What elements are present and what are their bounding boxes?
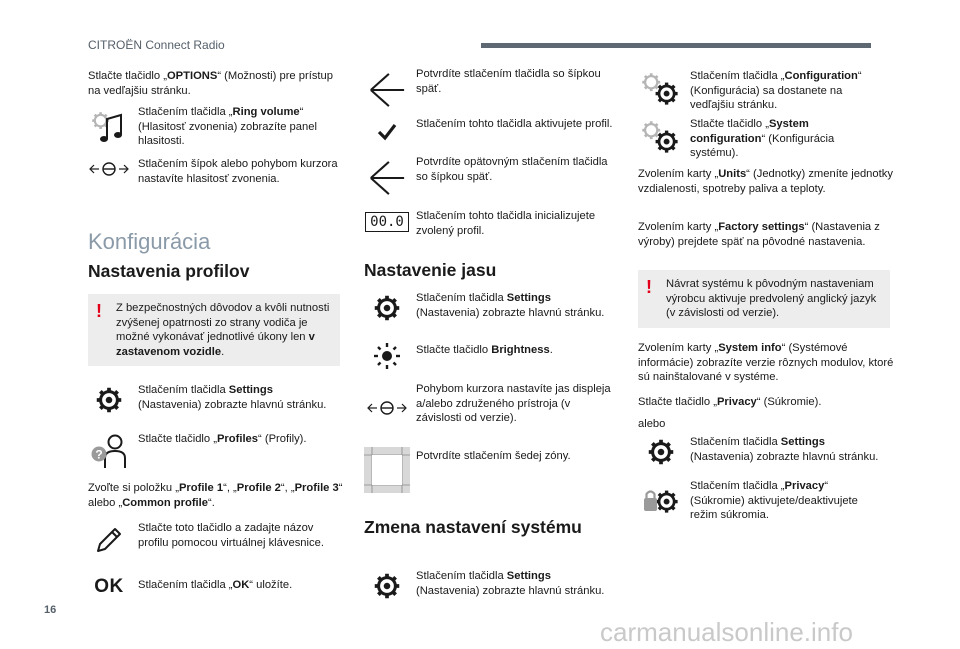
privacy-row: Stlačením tlačidla „Privacy“ (Súkromie) aktivujete/deaktivujete režim súkromia. bbox=[632, 479, 892, 523]
back-arrow-icon bbox=[368, 71, 406, 109]
brightness-icon bbox=[372, 341, 402, 371]
check-row: Stlačením tohto tlačidla aktivujete profil. bbox=[358, 117, 628, 142]
or-text: alebo bbox=[638, 418, 666, 430]
configuration-icon bbox=[641, 72, 681, 108]
back-arrow-icon bbox=[368, 159, 406, 197]
reset-icon: 00.0 bbox=[365, 212, 409, 232]
back-row-1: Potvrdíte stlačením tlačidla so šípkou späť. bbox=[358, 67, 628, 109]
svg-text:?: ? bbox=[95, 447, 103, 462]
sysinfo-text: Zvolením karty „System info“ (Systémové informácie) zobrazíte verzie rôznych modulov, ktoré sú nainštalované v systéme. bbox=[638, 342, 894, 383]
choose-profile-text: Zvoľte si položku „Profile 1“, „Profile 2“, „Profile 3“ alebo „Common profile“. bbox=[88, 482, 343, 509]
system-config-row: Stlačte tlačidlo „System configuration“ (Konfigurácia systému). bbox=[632, 117, 892, 161]
settings-row-1: Stlačením tlačidla Settings (Nastavenia) zobrazte hlavnú stránku. bbox=[80, 383, 350, 414]
section-title: Konfigurácia bbox=[88, 229, 211, 254]
settings-row-2: Stlačením tlačidla Settings (Nastavenia) zobrazte hlavnú stránku. bbox=[358, 291, 628, 322]
slider-arrows-icon bbox=[366, 396, 408, 420]
profile-icon bbox=[88, 432, 130, 470]
system-configuration-icon bbox=[641, 120, 681, 156]
factory-text: Zvolením karty „Factory settings“ (Nastavenia z výroby) prejdete späť na pôvodné nastavenia. bbox=[638, 221, 880, 248]
header-title: CITROËN Connect Radio bbox=[88, 38, 225, 52]
ok-row: OK Stlačením tlačidla „OK“ uložíte. bbox=[94, 576, 293, 597]
profiles-title: Nastavenia profilov bbox=[88, 261, 250, 281]
grey-zone-icon bbox=[364, 447, 410, 493]
warning-icon: ! bbox=[646, 277, 652, 297]
units-text: Zvolením karty „Units“ (Jednotky) zmeníte jednotky vzdialenosti, spotreby paliva a teploty. bbox=[638, 168, 893, 195]
gear-icon bbox=[647, 438, 675, 466]
brightness-title: Nastavenie jasu bbox=[364, 260, 497, 280]
cursor-row: Pohybom kurzora nastavíte jas displeja a/alebo združeného prístroja (v závislosti od verzie). bbox=[358, 382, 628, 426]
arrows-row: Stlačením šípok alebo pohybom kurzora nastavíte hlasitosť zvonenia. bbox=[80, 157, 350, 186]
factory-warning: ! Návrat systému k pôvodným nastaveniam výrobcu aktivuje predvolený anglický jazyk (v závislosti od verzie). bbox=[638, 270, 890, 328]
header-bar bbox=[481, 43, 871, 48]
intro-text: Stlačte tlačidlo „OPTIONS“ (Možnosti) pre prístup na vedľajšiu stránku. bbox=[88, 70, 333, 97]
brightness-row: Stlačte tlačidlo Brightness. bbox=[358, 341, 628, 371]
privacy-lock-icon bbox=[641, 483, 681, 519]
ok-icon: OK bbox=[94, 576, 124, 597]
check-icon bbox=[376, 122, 398, 142]
safety-warning: ! Z bezpečnostných dôvodov a kvôli nutnosti zvýšenej opatrnosti zo strany vodiča je možné vykonávať jednotlivé úkony len v zastavenom vozidle. bbox=[88, 294, 340, 366]
warning-icon: ! bbox=[96, 301, 102, 321]
profiles-row: ? Stlačte tlačidlo „Profiles“ (Profily). bbox=[80, 432, 350, 470]
settings-row-4: Stlačením tlačidla Settings (Nastavenia) zobrazte hlavnú stránku. bbox=[632, 435, 892, 466]
gear-icon bbox=[95, 386, 123, 414]
settings-row-3: Stlačením tlačidla Settings (Nastavenia) zobrazte hlavnú stránku. bbox=[358, 569, 628, 600]
pencil-row: Stlačte toto tlačidlo a zadajte názov profilu pomocou virtuálnej klávesnice. bbox=[80, 521, 350, 555]
pencil-icon bbox=[94, 525, 124, 555]
grey-zone-row: Potvrdíte stlačením šedej zóny. bbox=[358, 447, 628, 493]
music-settings-icon bbox=[89, 109, 129, 145]
reset-row: 00.0 Stlačením tohto tlačidla inicializujete zvolený profil. bbox=[358, 209, 628, 238]
gear-icon bbox=[373, 294, 401, 322]
system-title: Zmena nastavení systému bbox=[364, 517, 582, 537]
page-number: 16 bbox=[44, 604, 57, 616]
configuration-row: Stlačením tlačidla „Configuration“ (Konfigurácia) sa dostanete na vedľajšiu stránku. bbox=[632, 69, 892, 113]
slider-arrows-icon bbox=[88, 157, 130, 181]
back-row-2: Potvrdíte opätovným stlačením tlačidla so šípkou späť. bbox=[358, 155, 628, 197]
privacy-text: Stlačte tlačidlo „Privacy“ (Súkromie). bbox=[638, 396, 822, 408]
watermark: carmanualsonline.info bbox=[600, 617, 853, 647]
gear-icon bbox=[373, 572, 401, 600]
ring-volume-row: Stlačením tlačidla „Ring volume“ (Hlasitosť zvonenia) zobrazíte panel hlasitosti. bbox=[80, 105, 350, 149]
